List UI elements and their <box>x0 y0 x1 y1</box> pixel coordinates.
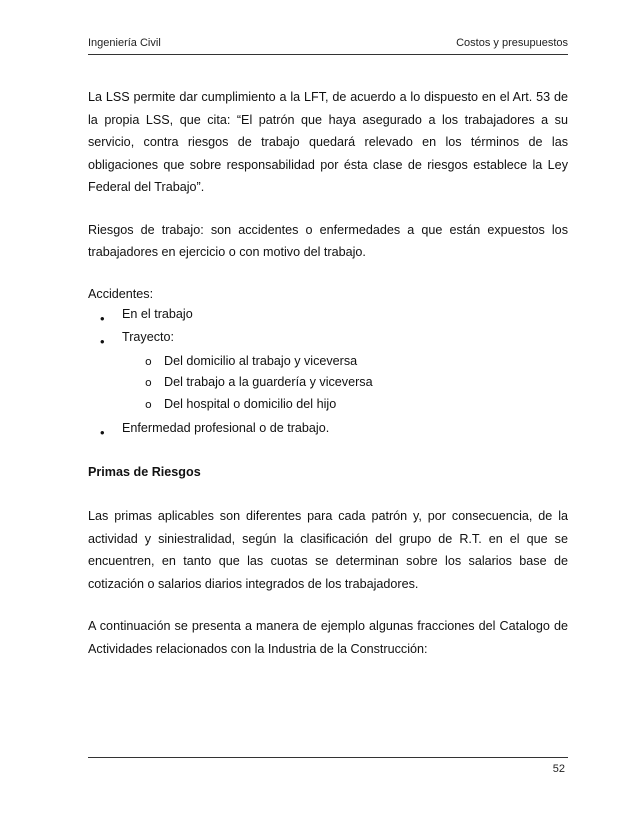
paragraph-catalogo: A continuación se presenta a manera de ejemplo algunas fracciones del Catalogo de Actividades relacionados con la Industria de la Construcción: <box>88 619 568 656</box>
bullet-icon: • <box>100 333 105 349</box>
list-item <box>88 327 568 348</box>
list-item <box>88 304 568 325</box>
list-item-text: En el trabajo <box>122 306 193 321</box>
circle-bullet-icon: o <box>145 397 152 411</box>
bullet-icon: • <box>100 425 105 440</box>
sublist-item <box>88 351 568 373</box>
bullet-icon: • <box>100 310 105 326</box>
header-left-text: Ingeniería Civil <box>88 37 161 49</box>
paragraph-primas: Las primas aplicables son diferentes para cada patrón y, por consecuencia, de la actividad y siniestralidad, según la clasificación del grupo de R.T. en el que se encuentren, en tanto que las cuotas se determinan sobre los salarios base de cotización o salarios diarios integrados de los trabajadores. <box>88 509 568 591</box>
list-item-text: Enfermedad profesional o de trabajo. <box>122 421 330 435</box>
header-rule <box>88 54 568 55</box>
paragraph-riesgos: Riesgos de trabajo: son accidentes o enfermedades a que están expuestos los trabajadores en ejercicio o con motivo del trabajo. <box>88 222 568 259</box>
sublist-item <box>88 394 568 416</box>
accidents-list <box>88 304 568 348</box>
list-item-text: Trayecto: <box>122 329 175 344</box>
section-heading: Primas de Riesgos <box>88 465 201 479</box>
sublist-item-text: Del domicilio al trabajo y viceversa <box>164 353 358 368</box>
paragraph-lss: La LSS permite dar cumplimiento a la LFT, de acuerdo a lo dispuesto en el Art. 53 de la propia LSS, que cita: “El patrón que haya asegurado a los trabajadores a su servicio, contra riesgos de trabajo quedará relevado en los términos de las obligaciones que sobre responsabilidad por ésta clase de riesgos establece la Ley Federal del Trabajo”. <box>88 90 568 194</box>
sublist-item-text: Del hospital o domicilio del hijo <box>164 396 337 411</box>
circle-bullet-icon: o <box>145 376 152 389</box>
circle-bullet-icon: o <box>145 354 152 368</box>
page-header <box>88 37 568 49</box>
trayecto-sublist <box>88 351 568 416</box>
header-right-text: Costos y presupuestos <box>456 37 568 49</box>
list-item <box>88 418 568 439</box>
page-body <box>88 86 568 660</box>
page-number: 52 <box>552 763 565 775</box>
sublist-item-text: Del trabajo a la guardería y viceversa <box>164 375 373 389</box>
footer-rule <box>88 757 568 758</box>
accidents-label: Accidentes: <box>88 286 154 301</box>
sublist-item <box>88 372 568 394</box>
